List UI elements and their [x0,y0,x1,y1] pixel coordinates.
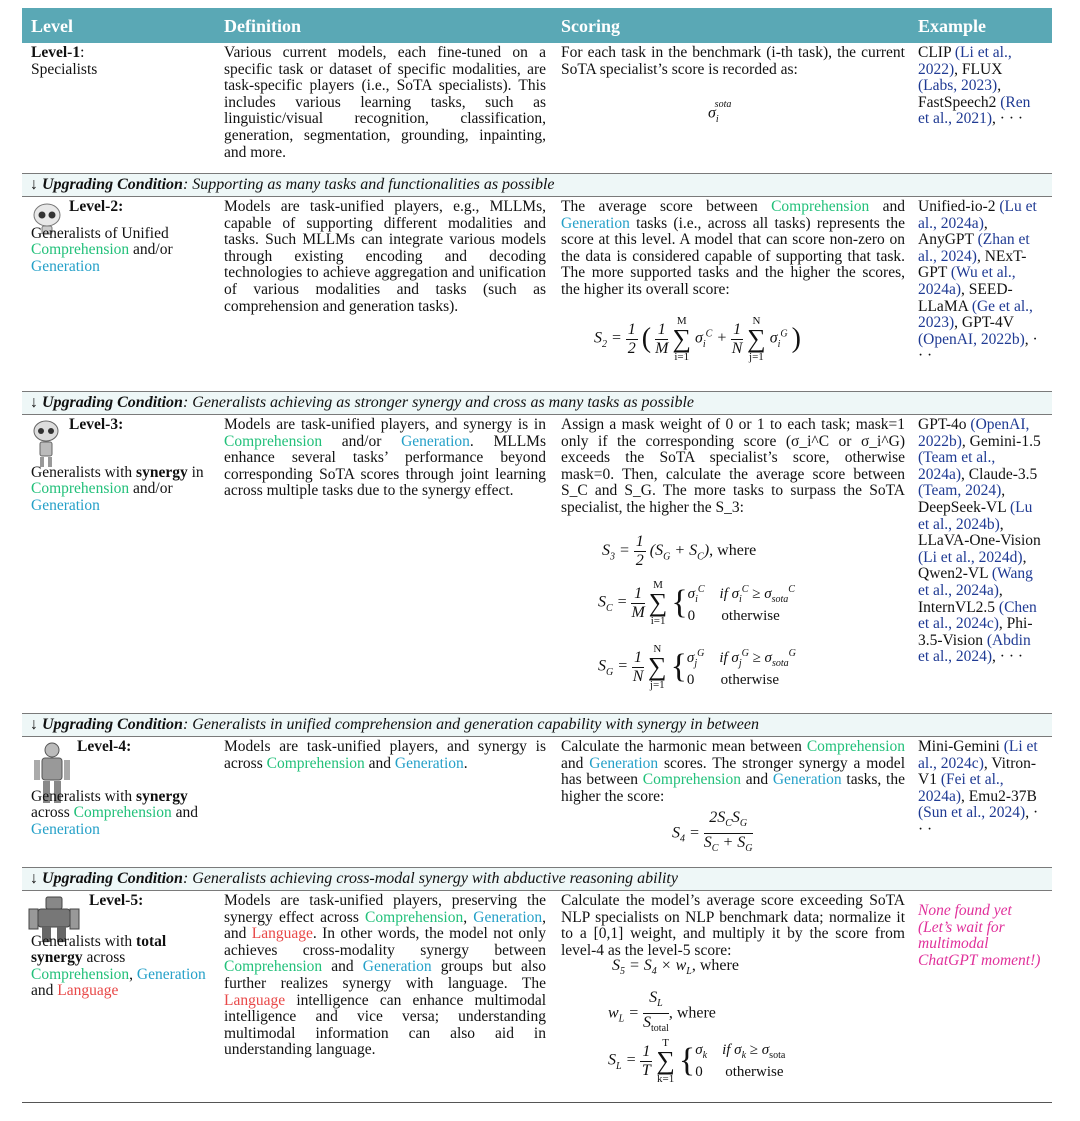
formula-s2: $S_2$ = $\frac{1}{2}$ ( $\frac{1}{M}$ M ∑ i=1 $\sigma_i^C$ + $\frac{1}{N}$ N ∑ j=1 $\sigma_i^G$ ) [594,315,801,363]
citation-link[interactable]: (Team et al., 2024a) [918,449,996,483]
text-run: and [561,754,590,772]
level-3-subtitle [31,465,209,515]
model-name: , NExT-GPT [918,247,1027,282]
header-example: Example [918,16,987,36]
level-2-definition: Models are task-unified players, e.g., MLLMs, capable of supporting different modalities and tasks. Such MLLMs can integrate various models through existing encoding and decoding technologies to achieve aggregation and unification of various modalities and tasks (such as comprehension and generation tasks). [224,198,546,315]
citation-link[interactable]: (Chen et al., 2024c) [918,598,1037,633]
model-name: CLIP [918,44,955,61]
keyword-gen: Generation [401,432,470,450]
citation-link[interactable]: (Team, 2024) [918,482,1002,500]
upgrade-condition-2: ↓ Upgrading Condition: Generalists achieving as stronger synergy and cross as many tasks as possible [22,391,1052,415]
keyword-gen: Generation [136,965,206,983]
level-1-scoring [561,45,905,78]
level-4-subtitle [31,789,209,839]
citation-link[interactable]: (Labs, 2023) [918,77,998,95]
level-5-subtitle [31,934,209,1000]
model-name: , Claude-3.5 [961,465,1038,483]
level-3-cell: Level-3: Generalists with synergy in Comprehension and/or Generation [31,417,209,514]
text-run: Models are task-unified players, and synergy is across [224,738,546,772]
formula-sg: $S_G$ = $\frac{1}{N}$ N ∑ j=1 {$\sigma_j^G$ if $\sigma_j^G \ge \sigma_{sota}^G$ 0 otherwise [598,643,796,691]
citation-link[interactable]: (Ren et al., 2021) [918,93,1031,128]
model-name: , InternVL2.5 [918,581,1003,616]
level-4-definition [224,739,546,772]
level-1-examples [918,45,1044,128]
level-5-cell: Level-5: Generalists with total synergy across Comprehension, Generation and Language [31,893,209,1000]
level-3-examples [918,417,1044,666]
formula-where: , where [709,542,757,560]
model-name: , Emu2-37B [961,787,1037,805]
table-row-level-4 [22,737,1052,867]
keyword-cmp: Comprehension [224,958,323,976]
level-1-scoring-text: For each task in the benchmark (i-th task), the current SoTA specialist’s score is recorded as: [561,44,905,78]
text-run: and [740,771,773,789]
model-name: , Vitron-V1 [918,754,1037,789]
table-row-level-1 [22,43,1052,173]
level-2-scoring [561,199,905,299]
keyword-cmp: Comprehension [642,771,741,789]
text-run: across [82,949,126,967]
table-row-level-5 [22,891,1052,1103]
model-name: , GPT-4V [954,314,1014,332]
formula-sc: $S_C$ = $\frac{1}{M}$ M ∑ i=1 {$\sigma_i^C$ if $\sigma_i^C \ge \sigma_{sota}^C$ 0 otherwise [598,579,795,627]
keyword-cmp: Comprehension [266,754,365,772]
levels-table [22,8,1052,1103]
text-run: The average score between [561,198,772,215]
text-run: , and [224,908,546,943]
citation-link[interactable]: (Sun et al., 2024) [918,804,1026,822]
keyword-lan: Language [57,982,119,1000]
text-run: Models are task-unified players, and synergy is in [224,416,546,433]
keyword-gen: Generation [473,908,543,926]
level-3-definition [224,417,546,500]
citation-link[interactable]: (Ge et al., 2023) [918,297,1033,332]
keyword-gen: Generation [561,214,630,232]
text-run: tasks, the higher the score: [561,771,905,805]
level-1-subtitle: Specialists [31,60,98,78]
header-level: Level [31,16,73,36]
text-run: , [463,908,474,926]
level-2-examples [918,199,1044,365]
model-name: , · · · [918,330,1038,365]
keyword-gen: Generation [362,958,432,976]
text-run: intelligence can enhance multimodal intelligence and vice versa; understanding multimodal information can also aid in understanding language. [224,991,546,1059]
keyword-cmp: Comprehension [31,965,130,983]
upgrade-prefix: ↓ Upgrading Condition [30,176,183,193]
formula-wl: $w_L$ = $\frac{S_L}{S_{total}}$ , where [608,989,716,1035]
keyword-gen: Generation [31,496,100,514]
keyword-cmp: Comprehension [365,908,464,926]
level-1-title: Level-1 [31,44,81,61]
model-name: , SEED-LLaMA [918,280,1013,315]
model-name: GPT-4o [918,416,971,433]
keyword-gen: Generation [31,820,100,838]
text-run: and [322,958,363,976]
level-5-definition [224,893,546,1059]
model-name: Unified-io-2 [918,198,1000,215]
text-run: Models are task-unified players, preserving the synergy effect across [224,892,546,926]
keyword-cmp: Comprehension [806,738,905,755]
level-4-title: Level-4 [77,738,127,755]
table-row-level-2 [22,197,1052,391]
level-2-cell: Level-2: Generalists of Unified Comprehension and/or Generation [31,199,209,275]
level-1-cell: Level-1: Specialists [31,44,98,78]
keyword-lan: Language [224,991,286,1009]
header-scoring: Scoring [561,16,621,36]
upgrade-text: Generalists in unified comprehension and generation capability with synergy in between [192,716,759,733]
level-4-examples [918,739,1044,839]
table-header [22,8,1052,43]
keyword-synergy: synergy [136,787,188,805]
level-3-scoring: Assign a mask weight of 0 or 1 to each task; mask=1 only if the corresponding score (σ_i^C or σ_i^G) exceeds the SoTA specialist’s score, otherwise mask=0. Then, calculate the average score between S_C and S_G. The more tasks to surpass the SoTA specialist, the higher the S_3: [561,416,905,516]
text-run: . MLLMs enhance several tasks’ performance beyond corresponding SoTA scores through joint learning across multiple tasks due to the synergy effect. [224,432,546,500]
upgrade-text: Generalists achieving cross-modal synergy with abductive reasoning ability [192,870,678,887]
formula-where: , where [691,957,739,974]
keyword-lan: Language [251,925,313,943]
text-run: groups but also further realizes synergy with language. The [224,958,546,992]
level-2-title: Level-2 [69,198,119,215]
model-name: , · · · [918,804,1039,838]
level-5-title: Level-5 [89,892,139,909]
model-name: , · · · [992,648,1024,666]
level-5-scoring: Calculate the model’s average score exceeding SoTA NLP specialists on NLP benchmark data; normalize it to a [0,1] weight, and multiply it by the score from level-4 as the level-5 score: [561,892,905,959]
keyword-synergy: synergy [136,463,188,481]
upgrade-text: Supporting as many tasks and functionalities as possible [192,176,555,193]
text-run: scores. The stronger synergy a model has between [561,754,905,789]
model-name: , Qwen2-VL [918,548,1027,583]
upgrade-condition-1: ↓ Upgrading Condition: Supporting as many tasks and functionalities as possible [22,173,1052,197]
upgrade-condition-4: ↓ Upgrading Condition: Generalists achieving cross-modal synergy with abductive reasoning ability [22,867,1052,891]
citation-link[interactable]: (Wang et al., 2024a) [918,565,1033,599]
model-name: , Gemini-1.5 [961,432,1041,450]
formula-otherwise: otherwise [725,1063,784,1080]
header-definition: Definition [224,16,302,36]
citation-link[interactable]: (Lu et al., 2024b) [918,498,1033,533]
level-3-title: Level-3 [69,416,119,433]
citation-link[interactable]: (Li et al., 2022) [918,44,1012,78]
model-name: , FLUX [954,60,1003,78]
text-run: and/or [322,432,402,450]
table-bottom-rule [22,1102,1052,1103]
table-row-level-3 [22,415,1052,713]
citation-link[interactable]: (Li et al., 2024c) [918,738,1038,772]
text-run: and/or [129,241,173,259]
text-run: and [869,198,905,215]
keyword-cmp: Comprehension [73,804,172,822]
keyword-cmp: Comprehension [224,432,323,450]
level-2-subtitle [31,226,209,276]
text-run: and [31,982,58,1000]
formula-sota: $\sigma_i^{sota}$ [708,99,732,125]
text-run: . In other words, the model not only achieves cross-modality synergy between [224,925,546,959]
text-run: and [364,754,395,772]
citation-link[interactable]: (OpenAI, 2022b) [918,416,1030,450]
model-name: , Phi-3.5-Vision [918,615,1033,649]
level-1-definition: Various current models, each fine-tuned on a specific task or dataset of specific modalities, are task-specific players (i.e., SoTA specialists). This includes various learning tasks, such as linguistic/visual recognition, classification, generation, segmentation, grounding, inpainting, and more. [224,44,546,161]
upgrade-prefix: ↓ Upgrading Condition [30,716,183,733]
citation-link[interactable]: (Zhan et al., 2024) [918,231,1030,265]
text-run: Generalists with [31,932,137,950]
text-run: . [463,754,468,772]
citation-link[interactable]: (Li et al., 2024d) [918,548,1023,566]
text-run: and/or [129,480,173,498]
formula-s5: $S_5 = S_4 \times w_L$, where [612,957,739,978]
text-run: Calculate the harmonic mean between [561,738,807,755]
level-5-examples-note: None found yet (Let’s wait for multimodal ChatGPT moment!) [918,902,1041,969]
model-name: , DeepSeek-VL [918,482,1010,516]
text-run: and [171,804,199,822]
citation-link[interactable]: (Lu et al., 2024a) [918,198,1037,232]
formula-sl: $S_L$ = $\frac{1}{T}$ T ∑ k=1 {$\sigma_k$ if $\sigma_k \ge \sigma_{sota}$ 0 otherwise [608,1037,786,1085]
model-name: , FastSpeech2 [918,77,1002,111]
text-run: across [31,804,74,822]
upgrade-prefix: ↓ Upgrading Condition [30,870,183,887]
text-run: Generalists with [31,463,137,481]
keyword-gen: Generation [394,754,464,772]
text-run: Generalists of Unified [31,224,169,242]
citation-link[interactable]: (Abdin et al., 2024) [918,631,1031,666]
level-4-cell: Level-4: Generalists with synergy across Comprehension and Generation [31,739,209,838]
model-name: , AnyGPT [918,214,988,249]
model-name: , · · · [992,110,1024,128]
citation-link[interactable]: (Fei et al., 2024a) [918,771,1004,805]
citation-link[interactable]: (Wu et al., 2024a) [918,264,1016,298]
keyword-synergy: total synergy [31,932,167,967]
text-run: Generalists with [31,787,137,805]
keyword-cmp: Comprehension [31,480,130,498]
keyword-cmp: Comprehension [771,198,870,215]
upgrade-condition-3: ↓ Upgrading Condition: Generalists in unified comprehension and generation capability with synergy in between [22,713,1052,737]
model-name: Mini-Gemini [918,738,1004,755]
keyword-gen: Generation [31,257,100,275]
text-run: tasks (i.e., across all tasks) represents the score at this level. A model that can score non-zero on the data is considered capable of supporting that task. The more supported tasks and the higher the scores, the higher its overall score: [561,214,905,298]
keyword-gen: Generation [589,754,659,772]
level-4-scoring [561,739,905,805]
upgrade-prefix: ↓ Upgrading Condition [30,394,183,411]
upgrade-text: Generalists achieving as stronger synergy and cross as many tasks as possible [192,394,694,411]
keyword-gen: Generation [772,771,842,789]
model-name: , LLaVA-One-Vision [918,515,1041,550]
citation-link[interactable]: (OpenAI, 2022b) [918,330,1025,348]
formula-s4: $S_4$ = $\frac{2S_CS_G}{S_C + S_G}$ [672,809,753,855]
formula-otherwise: otherwise [721,608,780,624]
text-run: , [129,965,137,983]
formula-otherwise: otherwise [720,672,779,688]
formula-where: , where [668,1004,716,1022]
text-run: in [187,463,204,481]
formula-s3: $S_3$ = $\frac{1}{2}$ $(S_G + S_C)$, where [602,533,757,569]
keyword-cmp: Comprehension [31,241,130,259]
